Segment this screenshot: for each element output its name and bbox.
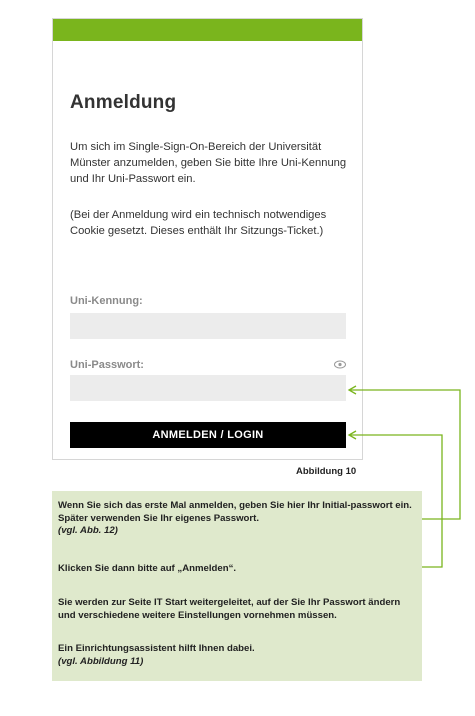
password-label: Uni-Passwort: bbox=[70, 359, 144, 371]
note-initial-password-ref: (vgl. Abb. 12) bbox=[58, 525, 118, 536]
cookie-note: (Bei der Anmeldung wird ein technisch notwendiges Cookie gesetzt. Dieses enthält Ihr Sitzungs-Ticket.) bbox=[70, 209, 327, 237]
arrow-to-login-button bbox=[350, 435, 442, 567]
arrow-to-password bbox=[350, 390, 460, 519]
page-title: Anmeldung bbox=[70, 92, 177, 113]
login-button[interactable]: ANMELDEN / LOGIN bbox=[70, 422, 346, 448]
note-initial-password-text: Wenn Sie sich das erste Mal anmelden, geben Sie hier Ihr Initial-passwort ein. Später verwenden Sie Ihr eigenes Passwort. bbox=[58, 500, 412, 524]
intro-text: Um sich im Single-Sign-On-Bereich der Universität Münster anzumelden, geben Sie bitte Ihre Uni-Kennung und Ihr Uni-Passwort ein. bbox=[70, 141, 347, 185]
figure-caption: Abbildung 10 bbox=[296, 466, 357, 477]
note-redirect: Sie werden zur Seite IT Start weitergeleitet, auf der Sie Ihr Passwort ändern und verschiedene weitere Einstellungen vornehmen müssen. bbox=[58, 597, 401, 621]
note-assistant-ref: (vgl. Abbildung 11) bbox=[58, 655, 144, 667]
note-assistant-text: Ein Einrichtungsassistent hilft Ihnen dabei. bbox=[58, 643, 255, 654]
note-click-login: Klicken Sie dann bitte auf „Anmelden“. bbox=[58, 563, 237, 574]
username-label: Uni-Kennung: bbox=[70, 295, 143, 307]
